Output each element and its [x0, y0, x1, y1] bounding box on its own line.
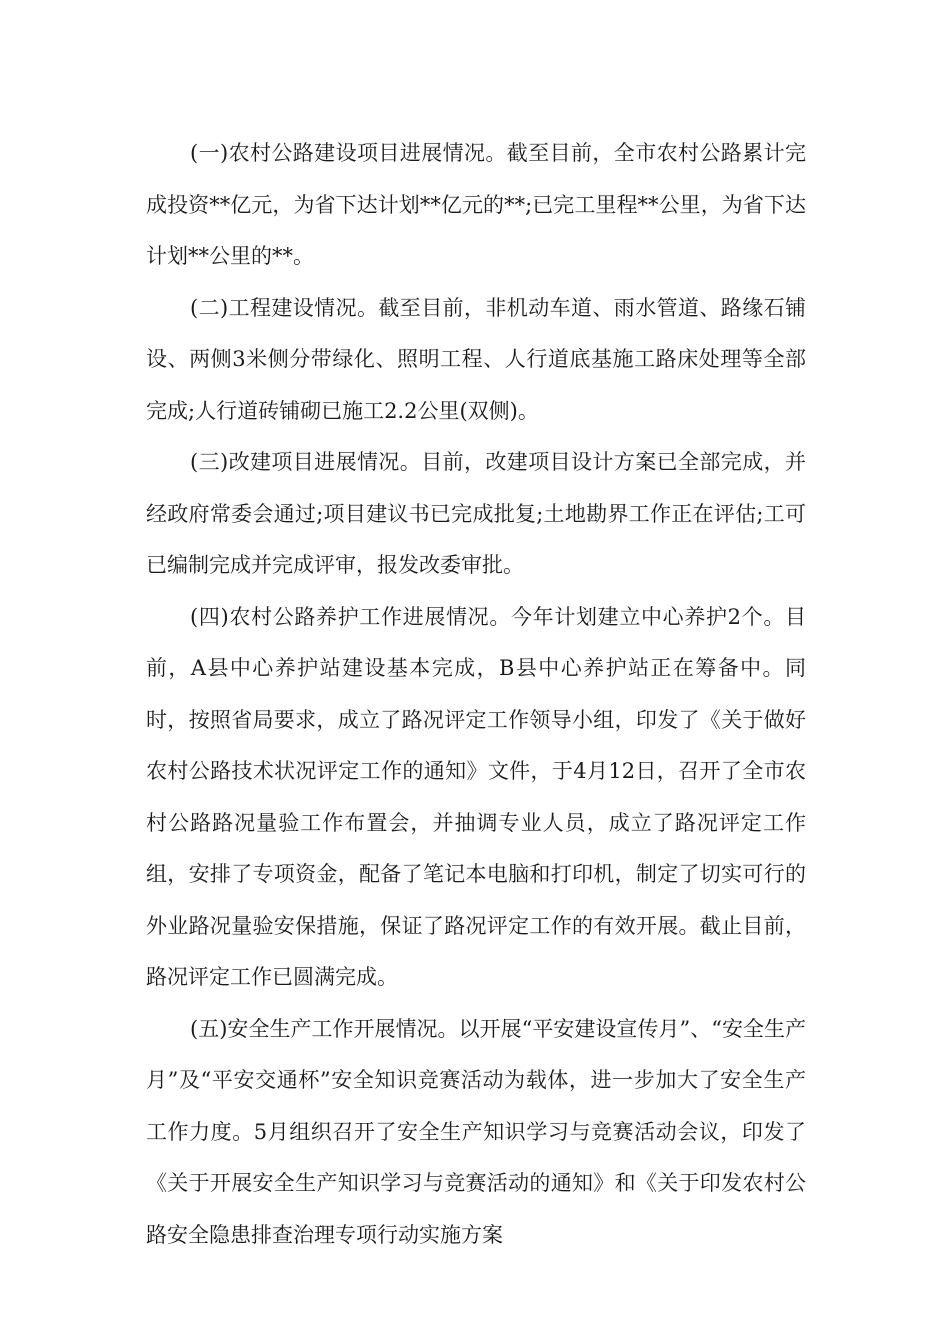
paragraph-engineering-construction: (二)工程建设情况。截至目前，非机动车道、雨水管道、路缘石铺设、两侧3米侧分带绿化、照明工程、人行道底基施工路床处理等全部完成;人行道砖铺砌已施工2.2公里(双侧)。	[146, 295, 806, 423]
paragraph-safety-production: (五)安全生产工作开展情况。以开展“平安建设宣传月”、“安全生产月”及“平安交通杯”安全知识竞赛活动为载体，进一步加大了安全生产工作力度。5月组织召开了安全生产知识学习与竞赛活动会议，印发了《关于开展安全生产知识学习与竞赛活动的通知》和《关于印发农村公路安全隐患排查治理专项行动实施方案	[146, 1016, 806, 1247]
paragraph-rural-road-construction: (一)农村公路建设项目进展情况。截至目前，全市农村公路累计完成投资**亿元，为省下达计划**亿元的**;已完工里程**公里，为省下达计划**公里的**。	[146, 141, 806, 268]
paragraph-road-maintenance: (四)农村公路养护工作进展情况。今年计划建立中心养护2个。目前，A县中心养护站建设基本完成，B县中心养护站正在筹备中。同时，按照省局要求，成立了路况评定工作领导小组，印发了《关于做好农村公路技术状况评定工作的通知》文件，于4月12日，召开了全市农村公路路况量验工作布置会，并抽调专业人员，成立了路况评定工作组，安排了专项资金，配备了笔记本电脑和打印机，制定了切实可行的外业路况量验安保措施，保证了路况评定工作的有效开展。截止目前，路况评定工作已圆满完成。	[146, 604, 806, 989]
document-page	[146, 128, 806, 1261]
paragraph-reconstruction-project: (三)改建项目进展情况。目前，改建项目设计方案已全部完成，并经政府常委会通过;项目建议书已完成批复;土地勘界工作正在评估;工可已编制完成并完成评审，报发改委审批。	[146, 450, 806, 577]
